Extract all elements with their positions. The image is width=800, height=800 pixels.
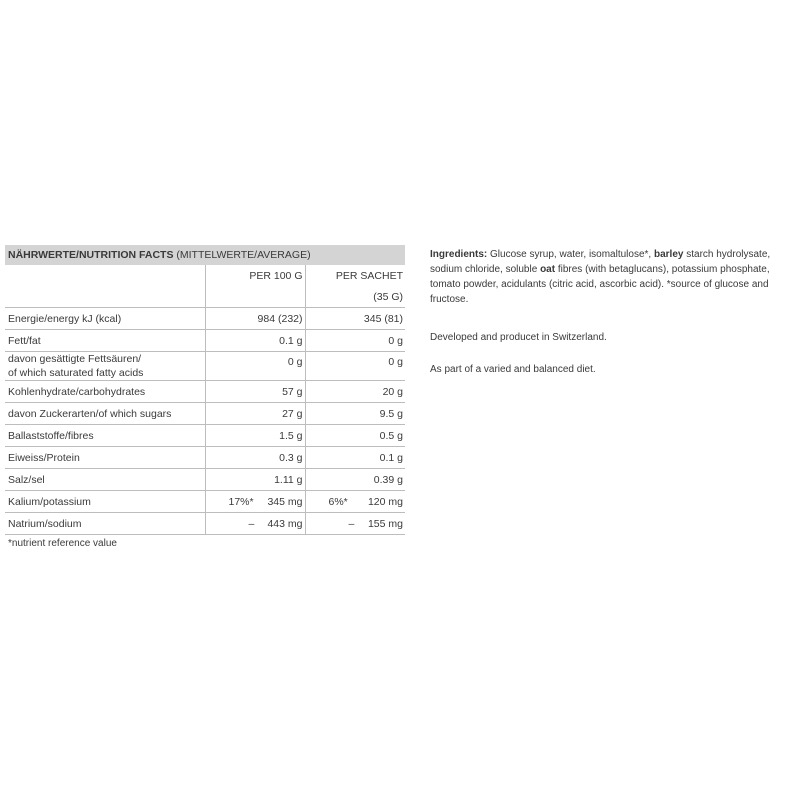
row-per100-nrv: – (248, 517, 255, 530)
row-sachet: 155 mg (367, 517, 403, 530)
row-sachet: 0.1 g (305, 447, 405, 469)
ingredients-text-1: Glucose syrup, water, isomaltulose*, (487, 249, 654, 260)
ingredients-paragraph (430, 247, 800, 307)
col-sachet-weight: (35 G) (305, 286, 405, 308)
row-label: Eiweiss/Protein (5, 447, 205, 469)
row-per100: 0.1 g (205, 330, 305, 352)
row-label: Natrium/sodium (5, 513, 205, 535)
col-per-100g: PER 100 G (205, 265, 305, 286)
row-per100: 27 g (205, 403, 305, 425)
ingredients-text-2: starch hydrolysate, sodium chloride, soluble (430, 249, 771, 275)
row-label: Fett/fat (5, 330, 205, 352)
column-header-row (5, 265, 405, 286)
table-row (5, 447, 405, 469)
row-sachet: 0.39 g (305, 469, 405, 491)
row-per100: 1.11 g (205, 469, 305, 491)
table-row (5, 330, 405, 352)
row-sachet: 345 (81) (305, 308, 405, 330)
row-label: Salz/sel (5, 469, 205, 491)
table-row (5, 513, 405, 535)
row-per100: 1.5 g (205, 425, 305, 447)
ingredients-allergen-oat: oat (540, 264, 556, 275)
col-per-sachet: PER SACHET (335, 269, 403, 282)
row-label: Ballaststoffe/fibres (5, 425, 205, 447)
row-per100-nrv: 17%* (228, 495, 254, 508)
nutrition-footnote: *nutrient reference value (8, 538, 117, 549)
row-sachet-cell (305, 513, 405, 535)
row-label: davon Zuckerarten/of which sugars (5, 403, 205, 425)
nutrition-table (5, 265, 405, 535)
table-row (5, 381, 405, 403)
row-sachet-nrv: – (348, 517, 355, 530)
nutrition-header-subtitle: (MITTELWERTE/AVERAGE) (173, 249, 311, 261)
row-sachet-nrv: 6%* (328, 495, 348, 508)
row-per100: 0 g (205, 352, 305, 381)
origin-note: Developed and producet in Switzerland. (430, 332, 607, 343)
row-label: Kohlenhydrate/carbohydrates (5, 381, 205, 403)
table-row (5, 403, 405, 425)
row-per100: 57 g (205, 381, 305, 403)
row-sachet-cell (305, 491, 405, 513)
row-label (5, 352, 205, 381)
diet-note: As part of a varied and balanced diet. (430, 364, 596, 375)
row-per100-cell (205, 513, 305, 535)
table-row (5, 469, 405, 491)
ingredients-allergen-barley: barley (653, 249, 684, 260)
row-label: Energie/energy kJ (kcal) (5, 308, 205, 330)
row-sachet: 9.5 g (305, 403, 405, 425)
table-row (5, 491, 405, 513)
row-per100-cell (205, 491, 305, 513)
nutrition-facts-table (5, 245, 405, 549)
nutrition-table-header (5, 245, 405, 265)
row-sachet: 120 mg (367, 495, 403, 508)
row-per100: 0.3 g (205, 447, 305, 469)
row-sachet: 0.5 g (305, 425, 405, 447)
ingredients-text-3: fibres (with betaglucans), potassium phosphate, tomato powder, acidulants (citric acid, ascorbic acid). *source of glucose and fructose. (430, 264, 770, 305)
row-sachet: 0 g (305, 352, 405, 381)
ingredients-label: Ingredients: (430, 249, 488, 260)
row-sachet: 20 g (305, 381, 405, 403)
row-label-line-1: davon gesättigte Fettsäuren/ (8, 353, 142, 365)
table-row (5, 352, 405, 381)
table-row (5, 425, 405, 447)
row-per100: 443 mg (267, 517, 303, 530)
product-info (430, 247, 800, 377)
row-per100: 345 mg (267, 495, 303, 508)
row-label-line-2: of which saturated fatty acids (8, 367, 144, 379)
nutrition-header-title: NÄHRWERTE/NUTRITION FACTS (8, 249, 174, 261)
row-label: Kalium/potassium (5, 491, 205, 513)
table-row (5, 308, 405, 330)
column-subheader-row (5, 286, 405, 308)
row-per100: 984 (232) (205, 308, 305, 330)
row-sachet: 0 g (305, 330, 405, 352)
